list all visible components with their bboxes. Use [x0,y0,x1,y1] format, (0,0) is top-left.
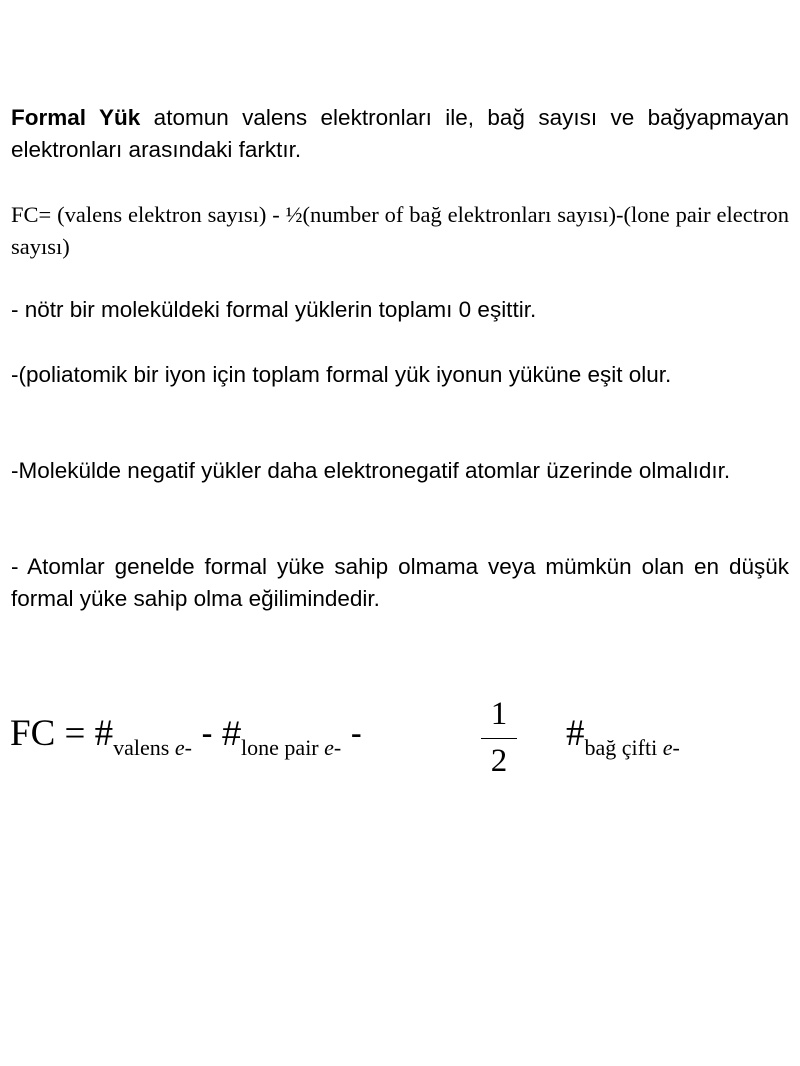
fc-equation [10,690,790,800]
paragraph-rule-polyatomic-ion: -(poliatomik bir iyon için toplam formal yük iyonun yüküne eşit olur. [11,362,672,387]
fraction-numerator: 1 [490,696,508,732]
equation-left-part [10,712,362,760]
subscript-valens: valens e- [113,735,192,760]
subscript-lone-pair: lone pair e- [241,735,342,760]
minus-sign: - [341,715,363,753]
subscript-bond-pair: bağ çifti e- [584,735,680,760]
minus-hash: - # [191,715,242,753]
paragraph-rule-neutral: - nötr bir moleküldeki formal yüklerin toplamı 0 eşittir. [11,297,537,322]
hash-symbol: # [566,713,585,754]
equation-lhs: FC = # [10,713,114,754]
definition-text: atomun valens elektronları ile, bağ sayısı ve bağyapmayan elektronları arasındaki farktır. [11,105,790,162]
paragraph-rule-minimum-charge: - Atomlar genelde formal yüke sahip olmama veya mümkün olan en düşük formal yüke sahip olma eğilimindedir. [11,554,789,611]
fraction-one-half [478,696,520,779]
fraction-denominator: 2 [490,743,508,779]
fraction-bar [481,738,517,739]
paragraph-rule-electronegative: -Molekülde negatif yükler daha elektronegatif atomlar üzerinde olmalıdır. [11,458,731,483]
equation-bond-pair-term [566,712,680,760]
paragraph-formal-charge-definition [11,102,789,166]
paragraph-fc-word-formula: FC= (valens elektron sayısı) - ½(number of bağ elektronları sayısı)-(lone pair electron sayısı) [11,202,789,259]
term-formal-charge: Formal Yük [11,105,141,130]
